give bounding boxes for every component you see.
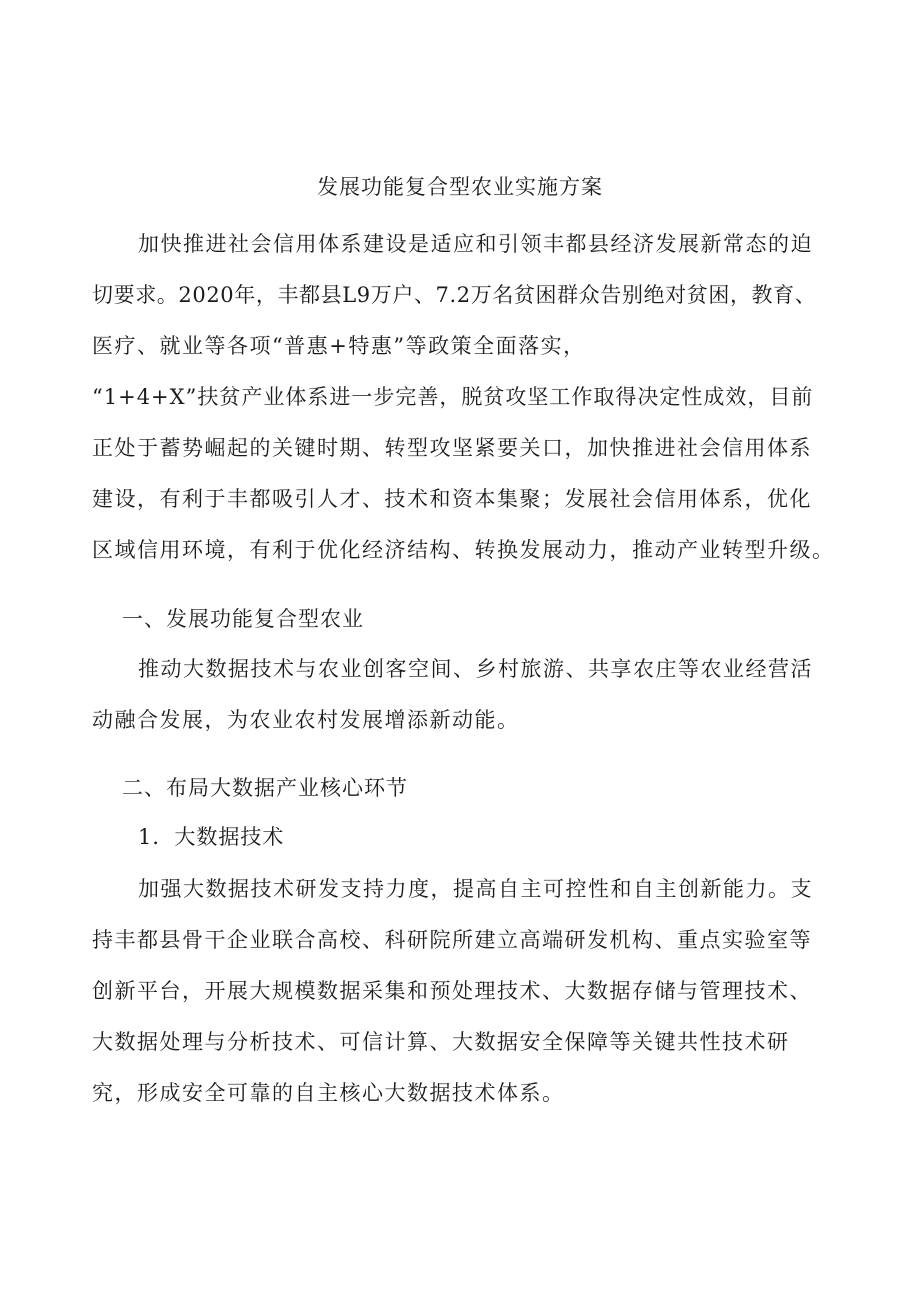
document-title: 发展功能复合型农业实施方案 [317, 175, 603, 199]
intro-line: 医疗、就业等各项“普惠+特惠”等政策全面落实， [92, 334, 586, 358]
section-2-subheading: 1．大数据技术 [138, 825, 285, 849]
intro-line: 区域信用环境，有利于优化经济结构、转换发展动力，推动产业转型升级。 [92, 538, 835, 562]
section-2-line: 大数据处理与分析技术、可信计算、大数据安全保障等关键共性技术研 [92, 1030, 790, 1054]
section-2-heading: 二、布局大数据产业核心环节 [122, 776, 408, 800]
intro-line: 建设，有利于丰都吸引人才、技术和资本集聚；发展社会信用体系，优化 [92, 487, 812, 511]
section-2-line: 创新平台，开展大规模数据采集和预处理技术、大数据存储与管理技术、 [92, 979, 812, 1003]
section-1-line: 推动大数据技术与农业创客空间、乡村旅游、共享农庄等农业经营活 [138, 657, 813, 681]
intro-line: 切要求。2020年，丰都县L9万户、7.2万名贫困群众告别绝对贫困，教育、 [92, 283, 817, 307]
section-2-line: 加强大数据技术研发支持力度，提高自主可控性和自主创新能力。支 [138, 877, 813, 901]
intro-line: 加快推进社会信用体系建设是适应和引领丰都县经济发展新常态的迫 [138, 232, 813, 256]
section-1-heading: 一、发展功能复合型农业 [122, 607, 364, 631]
intro-line: “1+4+X”扶贫产业体系进一步完善，脱贫攻坚工作取得决定性成效，目前 [92, 385, 814, 409]
section-2-line: 究，形成安全可靠的自主核心大数据技术体系。 [92, 1081, 565, 1105]
section-1-line: 动融合发展，为农业农村发展增添新动能。 [92, 708, 520, 732]
section-2-line: 持丰都县骨干企业联合高校、科研院所建立高端研发机构、重点实验室等 [92, 928, 812, 952]
intro-line: 正处于蓄势崛起的关键时期、转型攻坚紧要关口，加快推进社会信用体系 [92, 436, 812, 460]
